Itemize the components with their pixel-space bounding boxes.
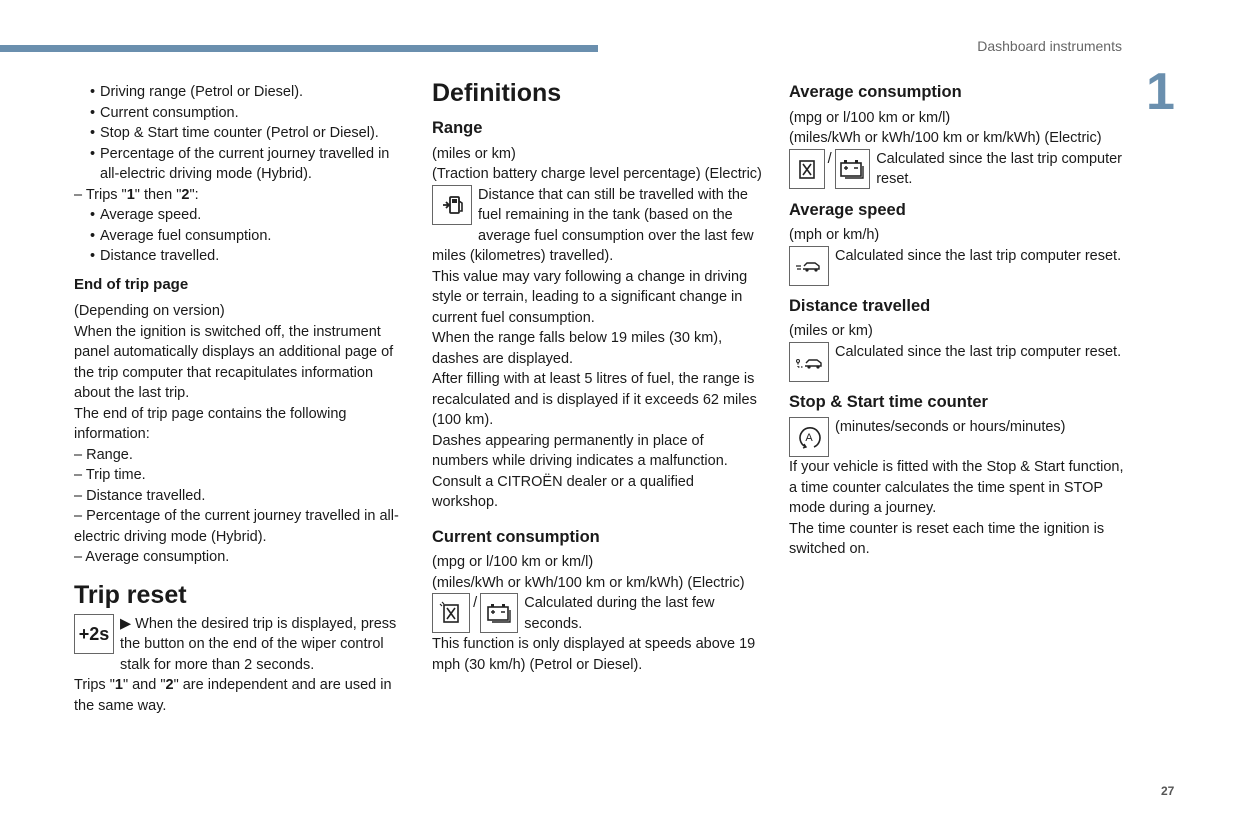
slash-separator: / bbox=[473, 595, 478, 611]
bullet-list-a bbox=[74, 82, 408, 185]
slash-separator: / bbox=[827, 150, 832, 167]
list-item: • Driving range (Petrol or Diesel). bbox=[90, 82, 408, 103]
list-item: • Average speed. bbox=[90, 205, 408, 226]
car-distance-icon bbox=[789, 342, 829, 382]
column-right bbox=[789, 82, 1129, 560]
list-item: • Current consumption. bbox=[90, 103, 408, 124]
average-speed-heading: Average speed bbox=[789, 200, 906, 219]
range-paragraph: Distance that can still be travelled with the fuel remaining in the tank (based on the average fuel consumption over the last few miles (kilometres) travelled). This value may vary following a change in driving style or terrain, leading to a significant change in current fuel consumption. When the range falls below 19 miles (30 km), dashes are displayed. After filling with at least 5 litres of fuel, the range is recalculated and is displayed if it exceeds 62 miles (100 km). Dashes appearing permanently in place of numbers while driving indicates a malfunction. Consult a CITROËN dealer or a qualified workshop. bbox=[432, 186, 757, 510]
stop-start-paragraph: If your vehicle is fitted with the Stop & Start function, a time counter calculates the time spent in STOP mode during a journey. The time counter is reset each time the ignition is switched on. bbox=[789, 459, 1124, 557]
distance-travelled-units: (miles or km) bbox=[789, 323, 873, 339]
range-block bbox=[432, 185, 764, 513]
current-consumption-note: Calculated during the last few seconds. bbox=[524, 595, 715, 632]
trip-reset-paragraph: ▶ When the desired trip is displayed, press the button on the end of the wiper control stalk for more than 2 seconds. bbox=[120, 615, 397, 673]
trips-line: – Trips "1" then "2": bbox=[74, 186, 199, 203]
list-item: – Distance travelled. bbox=[74, 487, 206, 504]
stop-start-heading: Stop & Start time counter bbox=[789, 392, 988, 411]
list-item: – Percentage of the current journey travelled in all-electric driving mode (Hybrid). bbox=[74, 508, 399, 545]
distance-travelled-note: Calculated since the last trip computer reset. bbox=[835, 343, 1122, 360]
average-consumption-note: Calculated since the last trip computer reset. bbox=[876, 150, 1123, 187]
list-item: – Range. bbox=[74, 446, 133, 463]
average-speed-units: (mph or km/h) bbox=[789, 227, 880, 243]
stop-start-row bbox=[789, 417, 1129, 457]
distance-travelled-row bbox=[789, 342, 1129, 382]
list-item: • Percentage of the current journey travelled in all-electric driving mode (Hybrid). bbox=[90, 144, 408, 185]
definitions-heading: Definitions bbox=[432, 79, 562, 107]
current-consumption-heading: Current consumption bbox=[432, 527, 600, 546]
end-of-trip-paragraph: (Depending on version) When the ignition is switched off, the instrument panel automatically displays an additional page of the trip computer that recapitulates information about the last trip. The end of trip page contains the following information: bbox=[74, 303, 394, 442]
header-accent-bar bbox=[0, 45, 598, 52]
fuel-consumption-icon bbox=[789, 149, 825, 189]
trip-reset-heading: Trip reset bbox=[74, 580, 187, 609]
stop-start-icon bbox=[789, 417, 829, 457]
list-item: – Trip time. bbox=[74, 467, 146, 483]
fuel-pump-range-icon bbox=[432, 185, 472, 225]
list-item: • Distance travelled. bbox=[90, 246, 408, 267]
average-speed-note: Calculated since the last trip computer reset. bbox=[835, 247, 1122, 264]
trip-reset-block bbox=[74, 614, 408, 717]
column-middle bbox=[432, 78, 764, 675]
column-left bbox=[74, 82, 408, 716]
battery-consumption-icon bbox=[480, 593, 518, 633]
fuel-consumption-icon bbox=[432, 593, 470, 633]
current-consumption-paragraph: This function is only displayed at speeds above 19 mph (30 km/h) (Petrol or Diesel). bbox=[432, 636, 756, 673]
list-item: • Average fuel consumption. bbox=[90, 226, 408, 247]
moving-car-icon bbox=[789, 246, 829, 286]
section-title: Dashboard instruments bbox=[977, 38, 1122, 54]
current-consumption-units: (mpg or l/100 km or km/l) (miles/kWh or kWh/100 km or km/kWh) (Electric) bbox=[432, 554, 745, 591]
battery-consumption-icon bbox=[835, 149, 871, 189]
average-consumption-icons bbox=[789, 149, 1129, 190]
average-consumption-units: (mpg or l/100 km or km/l) (miles/kWh or kWh/100 km or km/kWh) (Electric) bbox=[789, 109, 1102, 146]
range-heading: Range bbox=[432, 119, 483, 137]
list-item: – Average consumption. bbox=[74, 549, 230, 565]
end-of-trip-heading: End of trip page bbox=[74, 275, 189, 293]
average-speed-row bbox=[789, 246, 1129, 286]
plus-2-seconds-icon: +2s bbox=[74, 614, 114, 654]
average-consumption-heading: Average consumption bbox=[789, 83, 962, 101]
current-consumption-icons bbox=[432, 593, 764, 634]
page-number: 27 bbox=[1161, 784, 1175, 798]
range-units: (miles or km) (Traction battery charge level percentage) (Electric) bbox=[432, 145, 762, 182]
stop-start-units: (minutes/seconds or hours/minutes) bbox=[835, 419, 1066, 435]
trips-independent-line: Trips "1" and "2" are independent and are used in the same way. bbox=[74, 677, 392, 714]
list-item: • Stop & Start time counter (Petrol or Diesel). bbox=[90, 123, 408, 144]
bullet-list-b bbox=[74, 205, 408, 267]
svg-text:A: A bbox=[805, 432, 813, 444]
distance-travelled-heading: Distance travelled bbox=[789, 296, 931, 315]
chapter-number: 1 bbox=[1146, 63, 1175, 121]
